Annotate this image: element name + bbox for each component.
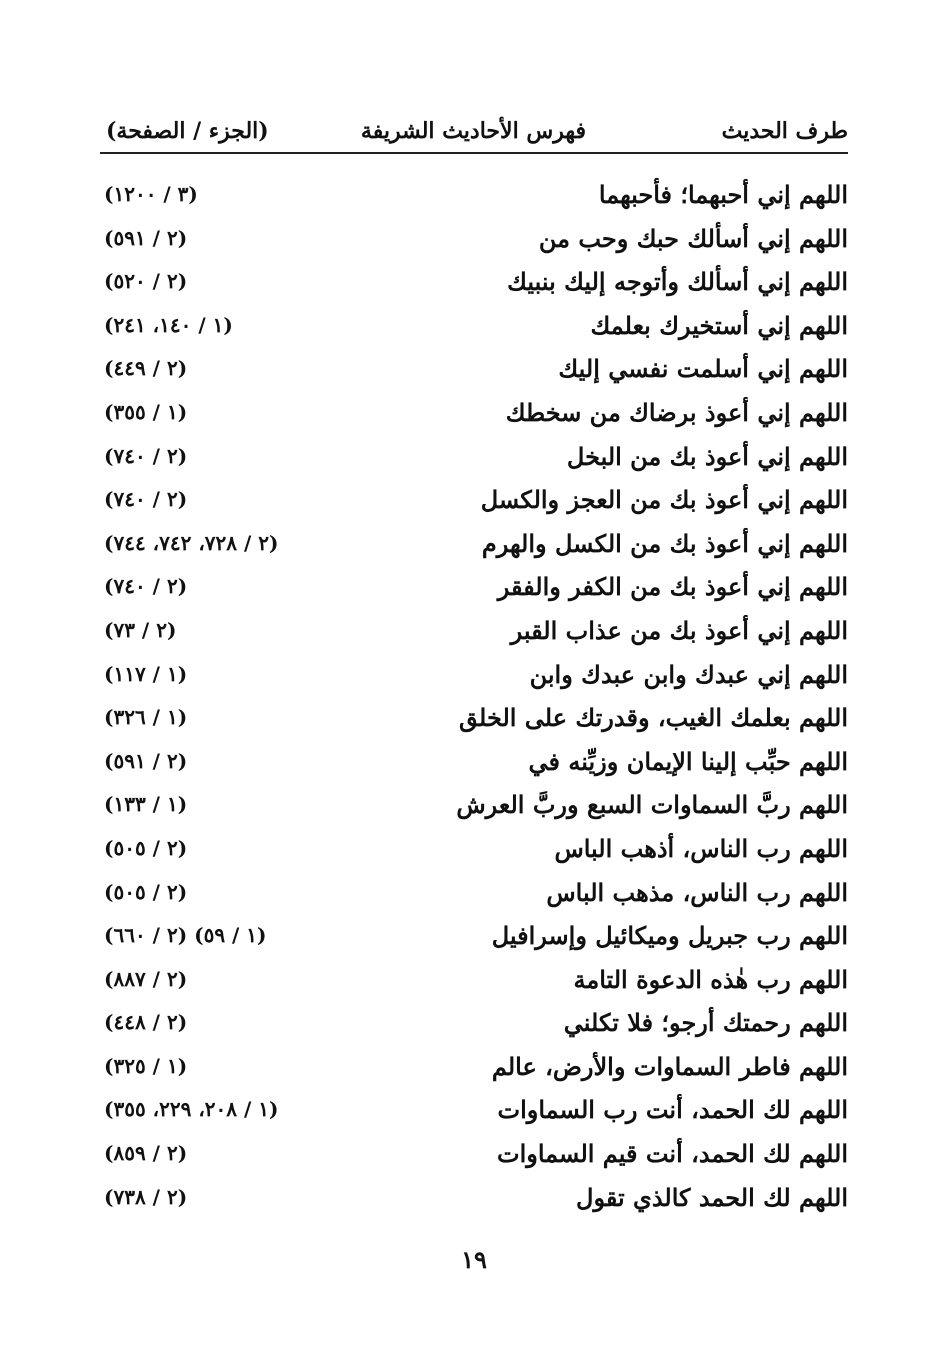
hadith-opening-text: اللهم لك الحمد كالذي تقول [576,1182,848,1212]
volume-page-reference: (٢ / ٧٣) [104,617,177,642]
index-row [100,1087,848,1131]
hadith-opening-text: اللهم لك الحمد، أنت قيم السماوات [497,1139,848,1169]
index-row [100,434,848,478]
volume-page-reference: (٢ / ٥٠٥) [104,879,188,904]
index-row [100,1000,848,1044]
hadith-opening-text: اللهم إني أعوذ برضاك من سخطك [505,397,848,427]
hadith-opening-text: اللهم إني أعوذ بك من الكسل والهرم [481,528,848,558]
index-row [100,346,848,390]
volume-page-reference: (١ / ٣٢٦) [104,705,188,730]
hadith-opening-text: اللهم إني أعوذ بك من العجز والكسل [480,485,848,515]
volume-page-reference: (٢ / ٥٩١) [104,748,188,773]
header-hadith-column-label: طرف الحديث [721,118,848,144]
volume-page-reference: (٣ / ١٢٠٠) [104,182,198,206]
index-row [100,1044,848,1088]
volume-page-reference: (٢ / ٥٢٠) [104,269,188,294]
hadith-opening-text: اللهم بعلمك الغيب، وقدرتك على الخلق [458,703,848,733]
volume-page-reference: (٢ / ٤٤٨) [104,1010,188,1035]
volume-page-reference: (١ / ١٣٣) [104,792,188,817]
hadith-opening-text: اللهم إني أعوذ بك من البخل [566,441,848,471]
hadith-opening-text: اللهم رحمتك أرجو؛ فلا تكلني [563,1008,848,1038]
hadith-opening-text: اللهم إني أسلمت نفسي إليك [558,354,848,384]
volume-page-reference: (١ / ٢٠٨، ٢٢٩، ٣٥٥) [104,1097,279,1122]
volume-page-reference: (٢ / ٤٤٩) [104,356,188,381]
volume-page-reference: (٢ / ٥٩١) [104,225,188,250]
index-row [100,652,848,696]
index-row [100,521,848,565]
index-row [100,608,848,652]
index-row [100,172,848,216]
volume-page-reference: (١ / ٣٢٥) [104,1053,188,1078]
hadith-opening-text: اللهم إني أسألك وأتوجه إليك بنبيك [507,267,848,297]
volume-page-reference: (٢ / ٥٠٥) [104,835,188,860]
index-row [100,826,848,870]
index-row [100,390,848,434]
hadith-opening-text: اللهم ربَّ السماوات السبع وربَّ العرش [456,790,848,820]
volume-page-reference: (١ / ٥٩) (٢ / ٦٦٠) [104,923,267,948]
hadith-opening-text: اللهم فاطر السماوات والأرض، عالم [491,1051,848,1081]
hadith-opening-text: اللهم إني أحبهما؛ فأحبهما [598,180,848,209]
hadith-opening-text: اللهم رب جبريل وميكائيل وإسرافيل [491,921,848,951]
index-row [100,957,848,1001]
volume-page-reference: (٢ / ٧٤٠) [104,487,188,512]
volume-page-reference: (١ / ١٤٠، ٢٤١) [104,312,233,337]
volume-page-reference: (١ / ١١٧) [104,661,188,686]
hadith-opening-text: اللهم لك الحمد، أنت رب السماوات [497,1095,848,1125]
hadith-index-list [100,172,848,1218]
page-number: ١٩ [461,1245,487,1274]
volume-page-reference: (٢ / ٧٤٠) [104,574,188,599]
hadith-opening-text: اللهم إني عبدك وابن عبدك وابن [529,659,848,689]
hadith-opening-text: اللهم إني أسألك حبك وحب من [538,223,848,253]
index-row [100,913,848,957]
index-row [100,870,848,914]
volume-page-reference: (٢ / ٧٣٨) [104,1184,188,1209]
index-row [100,782,848,826]
volume-page-reference: (٢ / ٨٥٩) [104,1141,188,1166]
hadith-opening-text: اللهم إني أستخيرك بعلمك [590,310,848,340]
index-row [100,739,848,783]
header-volume-page-label: (الجزء / الصفحة) [106,118,269,144]
header-index-title: فهرس الأحاديث الشريفة [360,118,586,144]
hadith-opening-text: اللهم رب هٰذه الدعوة التامة [573,964,848,994]
hadith-opening-text: اللهم رب الناس، مذهب الباس [546,877,848,907]
index-row [100,303,848,347]
index-row [100,477,848,521]
index-row [100,259,848,303]
hadith-opening-text: اللهم حبِّب إلينا الإيمان وزيِّنه في [528,746,848,776]
volume-page-reference: (٢ / ٧٤٠) [104,443,188,468]
index-row [100,695,848,739]
page-header [100,112,848,154]
index-row [100,1131,848,1175]
index-row [100,564,848,608]
volume-page-reference: (٢ / ٧٢٨، ٧٤٢، ٧٤٤) [104,530,279,555]
hadith-opening-text: اللهم إني أعوذ بك من عذاب القبر [510,615,848,645]
index-row [100,216,848,260]
volume-page-reference: (٢ / ٨٨٧) [104,966,188,991]
volume-page-reference: (١ / ٣٥٥) [104,399,188,424]
index-row [100,1175,848,1219]
hadith-opening-text: اللهم رب الناس، أذهب الباس [554,833,848,863]
hadith-opening-text: اللهم إني أعوذ بك من الكفر والفقر [497,572,848,602]
